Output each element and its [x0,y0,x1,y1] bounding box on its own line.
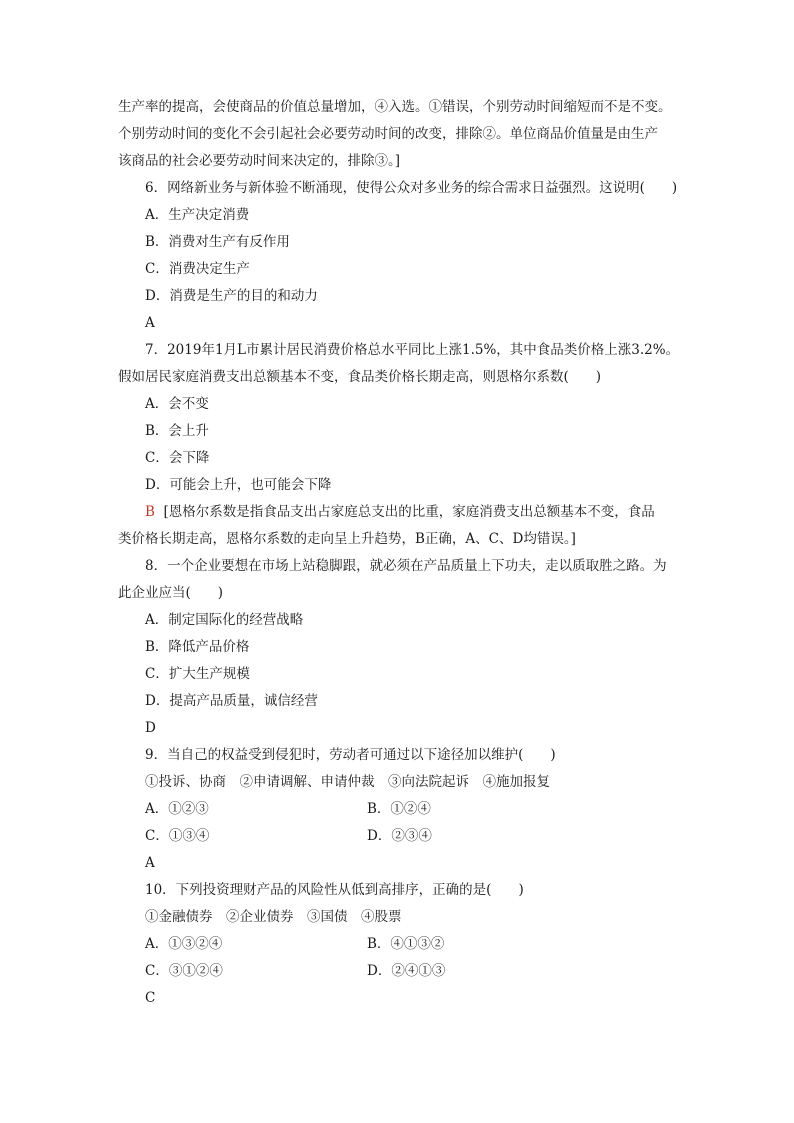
explanation-line: 该商品的社会必要劳动时间来决定的，排除③。] [118,153,401,169]
option-b: B．①②④ [367,801,431,817]
explanation-line: 生产率的提高，会使商品的价值总量增加，④入选。①错误，个别劳动时间缩短而不是不变。 [118,99,672,115]
option-b: B．消费对生产有反作用 [145,234,290,250]
option-row [118,931,688,958]
answer-explanation: [恩格尔系数是指食品支出占家庭总支出的比重，家庭消费支出总额基本不变，食品 [163,504,655,520]
document-body [118,94,688,1012]
previous-explanation [118,94,688,175]
question-8 [118,553,688,742]
question-items: ①投诉、协商 ②申请调解、申请仲裁 ③向法院起诉 ④施加报复 [145,774,550,790]
option-a: A．制定国际化的经营战略 [145,612,304,628]
question-6 [118,175,688,337]
option-d: D．提高产品质量，诚信经营 [145,693,318,709]
option-a: A．①③②④ [145,936,223,952]
option-c: C．①③④ [145,828,210,844]
option-row [118,958,688,985]
question-items: ①金融债券 ②企业债券 ③国债 ④股票 [145,909,402,925]
option-c: C．扩大生产规模 [145,666,250,682]
question-9 [118,742,688,877]
question-stem-continued: 此企业应当( ) [118,585,224,601]
answer: D [145,720,156,736]
question-stem: 7．2019年1月L市累计居民消费价格总水平同比上涨1.5%，其中食品类价格上涨3.2%。 [145,342,680,358]
question-stem-continued: 假如居民家庭消费支出总额基本不变，食品类价格长期走高，则恩格尔系数( ) [118,369,602,385]
option-d: D．②③④ [367,828,432,844]
option-c: C．会下降 [145,450,210,466]
answer-letter: B [145,504,155,520]
question-stem: 9．当自己的权益受到侵犯时，劳动者可通过以下途径加以维护( ) [145,747,556,763]
question-10 [118,877,688,1012]
answer: C [145,990,156,1006]
answer: A [145,315,155,331]
option-a: A．生产决定消费 [145,207,250,223]
question-stem: 6．网络新业务与新体验不断涌现，使得公众对多业务的综合需求日益强烈。这说明( ) [145,180,678,196]
answer-with-explanation [118,499,688,526]
option-row [118,823,688,850]
option-b: B．降低产品价格 [145,639,250,655]
option-c: C．③①②④ [145,963,223,979]
option-a: A．会不变 [145,396,209,412]
option-d: D．消费是生产的目的和动力 [145,288,318,304]
answer-explanation-continued: 类价格长期走高，恩格尔系数的走向呈上升趋势，B正确，A、C、D均错误。] [118,531,576,547]
question-7 [118,337,688,553]
question-stem: 10．下列投资理财产品的风险性从低到高排序，正确的是( ) [145,882,524,898]
question-stem: 8．一个企业要想在市场上站稳脚跟，就必须在产品质量上下功夫，走以质取胜之路。为 [145,558,667,574]
option-c: C．消费决定生产 [145,261,250,277]
explanation-line: 个别劳动时间的变化不会引起社会必要劳动时间的改变，排除②。单位商品价值量是由生产 [118,126,658,142]
option-row [118,796,688,823]
option-b: B．④①③② [367,936,445,952]
option-d: D．可能会上升，也可能会下降 [145,477,332,493]
answer: A [145,855,155,871]
option-a: A．①②③ [145,801,209,817]
option-d: D．②④①③ [367,963,446,979]
option-b: B．会上升 [145,423,209,439]
